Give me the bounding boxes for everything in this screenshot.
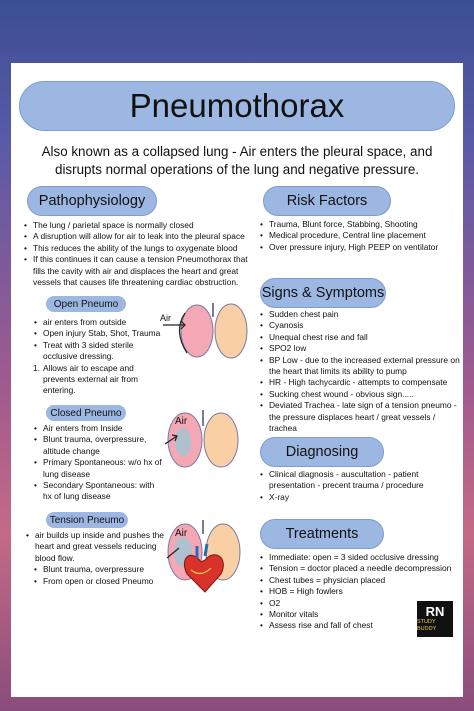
list-item: • SPO2 low xyxy=(259,343,461,354)
list-item: • HOB = High fowlers xyxy=(259,586,459,597)
page-title: Pneumothorax xyxy=(129,87,345,124)
list-item: • Assess rise and fall of chest xyxy=(259,620,459,631)
air-label: Air xyxy=(160,313,171,323)
open-pneumo-list xyxy=(33,317,161,397)
list-item: • Chest tubes = physician placed xyxy=(259,575,459,586)
title-banner xyxy=(19,81,455,131)
list-item: • Clinical diagnosis - auscultation - patient presentation - precent trauma / procedure xyxy=(259,469,459,492)
signs-symptoms-heading: Signs & Symptoms xyxy=(260,278,386,308)
treatments-heading: Treatments xyxy=(260,519,384,549)
risk-factors-list xyxy=(259,219,459,253)
list-item: • A disruption will allow for air to leak into the pleural space xyxy=(23,231,253,242)
infographic-card xyxy=(11,63,463,697)
list-item: • air builds up inside and pushes the heart and great vessels reducing blood flow. xyxy=(25,530,167,564)
closed-pneumo-list xyxy=(33,423,163,503)
open-pneumo-heading: Open Pneumo xyxy=(46,296,126,312)
list-item-numbered: 1. Allows air to escape and prevents external air from entering. xyxy=(33,363,161,397)
list-item: • Trauma, Blunt force, Stabbing, Shooting xyxy=(259,219,459,230)
air-label: Air xyxy=(175,528,188,539)
signs-symptoms-list xyxy=(259,309,461,434)
rn-study-buddy-logo xyxy=(417,601,453,637)
diagnosing-heading: Diagnosing xyxy=(260,437,384,467)
list-item: • Immediate: open = 3 sided occlusive dressing xyxy=(259,552,459,563)
list-item: • The lung / parietal space is normally closed xyxy=(23,220,253,231)
list-item: • Secondary Spontaneous: with hx of lung disease xyxy=(33,480,163,503)
list-item: • Monitor vitals xyxy=(259,609,459,620)
list-item: • Over pressure injury, High PEEP on ventilator xyxy=(259,242,459,253)
logo-subtext: STUDY BUDDY xyxy=(417,619,437,632)
list-item: • Cyanosis xyxy=(259,320,461,331)
closed-pneumo-lung-diagram xyxy=(159,408,251,470)
open-pneumo-lung-diagram xyxy=(159,299,251,361)
list-item: • Deviated Trachea - late sign of a tension pneumo - the pressure displaces heart / great vessels / trachea xyxy=(259,400,461,434)
air-label: Air xyxy=(175,416,188,427)
list-item: • air enters from outside xyxy=(33,317,161,328)
list-item: • Sucking chest wound - obvious sign..... xyxy=(259,389,461,400)
logo-text: RN xyxy=(425,604,445,619)
list-item: • Treat with 3 sided sterile occlusive dressing. xyxy=(33,340,161,363)
list-item: • Sudden chest pain xyxy=(259,309,461,320)
list-item: • O2 xyxy=(259,598,459,609)
list-item: • Unequal chest rise and fall xyxy=(259,332,461,343)
list-item: • Medical procedure, Central line placement xyxy=(259,230,459,241)
list-item: • Open injury Stab, Shot, Trauma xyxy=(33,328,161,339)
subtitle: Also known as a collapsed lung - Air enters the pleural space, and disrupts normal operations of the lung and negative pressure. xyxy=(41,144,433,177)
pathophysiology-heading: Pathophysiology xyxy=(27,186,157,216)
list-item: • From open or closed Pneumo xyxy=(33,576,167,587)
tension-pneumo-list xyxy=(25,530,167,587)
list-item: • If this continues it can cause a tension Pneumothorax that fills the cavity with air and displaces the heart and great vessels that causes life threatening cardiac obstruction. xyxy=(23,254,253,288)
closed-pneumo-heading: Closed Pneumo xyxy=(46,405,126,421)
list-item: • X-ray xyxy=(259,492,459,503)
list-item: • This reduces the ability of the lungs to oxygenate blood xyxy=(23,243,253,254)
list-item: • BP Low - due to the increased external pressure on the heart that limits its ability to pump xyxy=(259,355,461,378)
tension-pneumo-heading: Tension Pneumo xyxy=(46,512,128,528)
list-item: • Blunt trauma, overpressure xyxy=(33,564,167,575)
tension-pneumo-lung-diagram xyxy=(161,518,253,594)
list-item: • Primary Spontaneous: w/o hx of lung disease xyxy=(33,457,163,480)
diagnosing-list xyxy=(259,469,459,503)
risk-factors-heading: Risk Factors xyxy=(263,186,391,216)
list-item: • Tension = doctor placed a needle decompression xyxy=(259,563,459,574)
list-item: • Blunt trauma, overpressure, altitude change xyxy=(33,434,163,457)
list-item: • HR - High tachycardic - attempts to compensate xyxy=(259,377,461,388)
list-item: • Air enters from Inside xyxy=(33,423,163,434)
pathophysiology-list xyxy=(23,220,253,288)
